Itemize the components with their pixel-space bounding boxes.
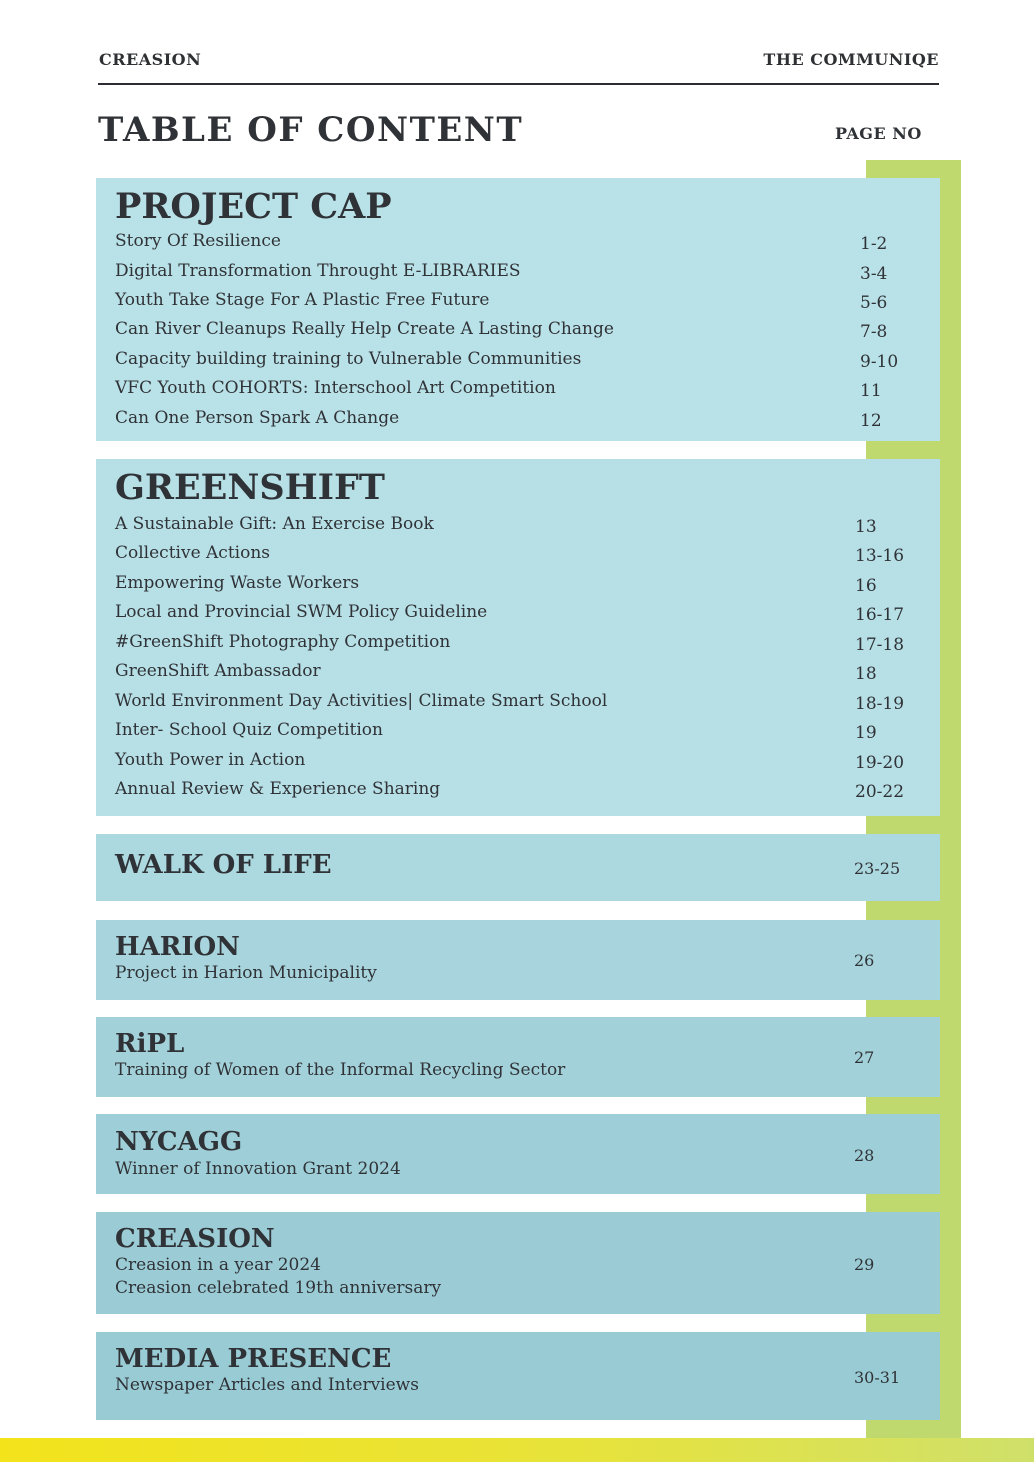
toc-entry-page: 17-18 [855, 635, 905, 655]
section-page: 26 [854, 951, 875, 970]
section-subtitle: Project in Harion Municipality [115, 963, 377, 983]
toc-entry-page: 3-4 [860, 264, 888, 284]
section-media-presence[interactable] [96, 1332, 940, 1420]
toc-entry[interactable] [115, 261, 915, 291]
toc-entry-label: Empowering Waste Workers [115, 573, 360, 593]
section-title: HARION [115, 932, 240, 962]
section-title: PROJECT CAP [115, 186, 392, 227]
toc-entry[interactable] [115, 750, 915, 780]
toc-entry[interactable] [115, 514, 915, 544]
section-page: 27 [854, 1048, 875, 1067]
section-creasion[interactable] [96, 1212, 940, 1314]
section-subtitle-2: Creasion celebrated 19th anniversary [115, 1278, 442, 1298]
section-title: CREASION [115, 1224, 275, 1254]
section-subtitle: Training of Women of the Informal Recycling Sector [115, 1060, 566, 1080]
section-subtitle: Newspaper Articles and Interviews [115, 1375, 419, 1395]
section-subtitle: Creasion in a year 2024 [115, 1255, 322, 1275]
page-no-label: PAGE NO [835, 124, 922, 143]
page-title: TABLE OF CONTENT [98, 110, 524, 150]
toc-entry[interactable] [115, 231, 915, 261]
section-title: WALK OF LIFE [115, 850, 332, 880]
toc-entry-label: Digital Transformation Throught E-LIBRARIES [115, 261, 521, 281]
section-greenshift [96, 459, 940, 816]
toc-entry[interactable] [115, 408, 915, 438]
toc-entry-page: 5-6 [860, 293, 888, 313]
section-walk-of-life[interactable] [96, 834, 940, 901]
header-rule [98, 83, 939, 85]
section-nycagg[interactable] [96, 1114, 940, 1194]
section-title: RiPL [115, 1029, 185, 1059]
toc-entry[interactable] [115, 691, 915, 721]
toc-entry-label: Collective Actions [115, 543, 271, 563]
section-page: 28 [854, 1146, 875, 1165]
toc-entry-label: Story Of Resilience [115, 231, 281, 251]
section-project-cap [96, 178, 940, 441]
toc-entry-page: 20-22 [855, 782, 905, 802]
toc-entry-label: Local and Provincial SWM Policy Guideline [115, 602, 488, 622]
toc-entry-label: VFC Youth COHORTS: Interschool Art Competition [115, 378, 556, 398]
toc-entry-label: World Environment Day Activities| Climate Smart School [115, 691, 608, 711]
toc-entry-page: 13-16 [855, 546, 905, 566]
toc-entry-page: 16-17 [855, 605, 905, 625]
toc-entry-label: #GreenShift Photography Competition [115, 632, 451, 652]
toc-entry-label: Can One Person Spark A Change [115, 408, 400, 428]
header-left-brand: CREASION [99, 50, 202, 69]
section-title: MEDIA PRESENCE [115, 1344, 392, 1374]
toc-entry-page: 18 [855, 664, 877, 684]
toc-entry-page: 7-8 [860, 322, 888, 342]
section-title: NYCAGG [115, 1127, 243, 1157]
header-right-title: THE COMMUNIQE [763, 50, 939, 69]
toc-entry-label: Annual Review & Experience Sharing [115, 779, 441, 799]
toc-entry-page: 19-20 [855, 753, 905, 773]
toc-entry-label: A Sustainable Gift: An Exercise Book [115, 514, 434, 534]
toc-entry[interactable] [115, 573, 915, 603]
toc-entry-label: Youth Take Stage For A Plastic Free Future [115, 290, 490, 310]
section-harion[interactable] [96, 920, 940, 1000]
section-page: 23-25 [854, 859, 901, 878]
toc-entry-label: Capacity building training to Vulnerable Communities [115, 349, 582, 369]
toc-entry-page: 16 [855, 576, 877, 596]
bottom-accent-bar [0, 1438, 1034, 1462]
toc-entry[interactable] [115, 661, 915, 691]
toc-entry[interactable] [115, 290, 915, 320]
section-subtitle: Winner of Innovation Grant 2024 [115, 1159, 401, 1179]
toc-entry[interactable] [115, 602, 915, 632]
section-title: GREENSHIFT [115, 467, 385, 508]
toc-entry[interactable] [115, 349, 915, 379]
toc-entry[interactable] [115, 378, 915, 408]
toc-entry-label: GreenShift Ambassador [115, 661, 321, 681]
toc-entry-label: Can River Cleanups Really Help Create A Lasting Change [115, 319, 614, 339]
toc-entry[interactable] [115, 720, 915, 750]
toc-entry-page: 12 [860, 411, 882, 431]
toc-entry-page: 11 [860, 381, 882, 401]
toc-entry-page: 18-19 [855, 694, 905, 714]
toc-entry-page: 19 [855, 723, 877, 743]
toc-entry[interactable] [115, 543, 915, 573]
toc-entry-label: Inter- School Quiz Competition [115, 720, 383, 740]
toc-entry[interactable] [115, 632, 915, 662]
toc-entry-page: 9-10 [860, 352, 899, 372]
section-page: 29 [854, 1255, 875, 1274]
section-ripl[interactable] [96, 1017, 940, 1097]
section-page: 30-31 [854, 1368, 901, 1387]
toc-entry[interactable] [115, 779, 915, 809]
toc-entry-page: 13 [855, 517, 877, 537]
toc-entry-label: Youth Power in Action [115, 750, 306, 770]
toc-entry-page: 1-2 [860, 234, 888, 254]
toc-entry[interactable] [115, 319, 915, 349]
